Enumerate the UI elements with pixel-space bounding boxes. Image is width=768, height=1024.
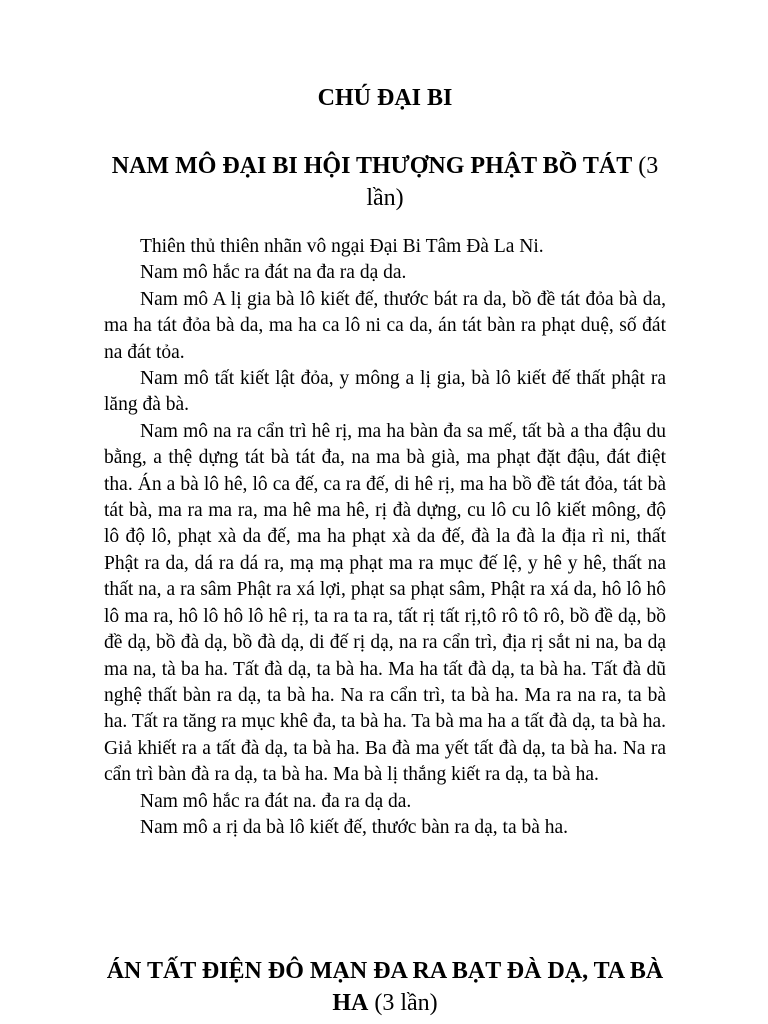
paragraph: Nam mô hắc ra đát na đa ra dạ da. bbox=[140, 262, 407, 284]
paragraph: Nam mô a rị da bà lô kiết đế, thước bàn ra dạ, ta bà ha. bbox=[140, 816, 569, 838]
paragraph: Nam mô na ra cẩn trì hê rị, ma ha bàn đa sa mế, tất bà a tha đậu du bằng, a thệ dựng tát bà tát đa, na ma bà già, ma phạt đặt đậu, đát điệt tha. Án a bà lô hê, lô ca đế, ca ra đế, di hê rị, ma ha bồ đề tát đỏa, tát bà tát bà, ma ra ma ra, ma hê ma hê, rị đà dựng, cu lô cu lô kiết mông, độ lô độ lô, phạt xà da đế, ma ha phạt xà da đế, đà la đà la địa rì ni, thất Phật ra da, dá ra dá ra, mạ mạ phạt ma ra mục đế lệ, y hê y hê, thất na thất na, a ra sâm Phật ra xá lợi, phạt sa phạt sâm, Phật ra xá da, hô lô hô lô ma ra, hô lô hô lô hê rị, ta ra ta ra, tất rị tất rị,tô rô tô rô, bồ đề dạ, bồ đề dạ, bồ đà dạ, bồ đà dạ, di đế rị dạ, na ra cẩn trì, địa rị sắt ni na, ba dạ ma na, tà ba ha. Tất đà dạ, ta bà ha. Ma ha tất đà dạ, ta bà ha. Tất đà dũ nghệ thất bàn ra dạ, ta bà ha. Na ra cẩn trì, ta bà ha. Ma ra na ra, ta bà ha. Tất ra tăng ra mục khê đa, ta bà ha. Ta bà ma ha a tất đà dạ, ta bà ha. Giả khiết ra a tất đà dạ, ta bà ha. Ba đà ma yết tất đà dạ, ta bà ha. Na ra cẩn trì bàn đà ra dạ, ta bà ha. Ma bà lị thắng kiết ra dạ, ta bà ha. bbox=[104, 420, 666, 786]
paragraph: Nam mô A lị gia bà lô kiết đế, thước bát ra da, bồ đề tát đỏa bà da, ma ha tát đỏa bà da, ma ha ca lô ni ca da, án tát bàn ra phạt duệ, số đát na đát tỏa. bbox=[104, 288, 666, 363]
invocation-heading-text: NAM MÔ ĐẠI BI HỘI THƯỢNG PHẬT BỒ TÁT bbox=[111, 153, 633, 179]
paragraph: Nam mô tất kiết lật đỏa, y mông a lị gia, bà lô kiết đế thất phật ra lăng đà bà. bbox=[104, 368, 666, 416]
closing-heading-text: ÁN TẤT ĐIỆN ĐÔ MẠN ĐA RA BẠT ĐÀ DẠ, TA BÀ HA bbox=[106, 958, 664, 1016]
paragraph: Nam mô hắc ra đát na. đa ra dạ da. bbox=[140, 790, 412, 812]
invocation-heading-repeat: (3 lần) bbox=[366, 153, 659, 211]
closing-heading bbox=[104, 955, 666, 1019]
closing-heading-repeat: (3 lần) bbox=[368, 990, 438, 1016]
paragraph: Thiên thủ thiên nhãn vô ngại Đại Bi Tâm Đà La Ni. bbox=[140, 236, 544, 257]
document-title: CHÚ ĐẠI BI bbox=[317, 85, 453, 111]
invocation-heading bbox=[104, 150, 666, 214]
mantra-body bbox=[104, 234, 666, 841]
